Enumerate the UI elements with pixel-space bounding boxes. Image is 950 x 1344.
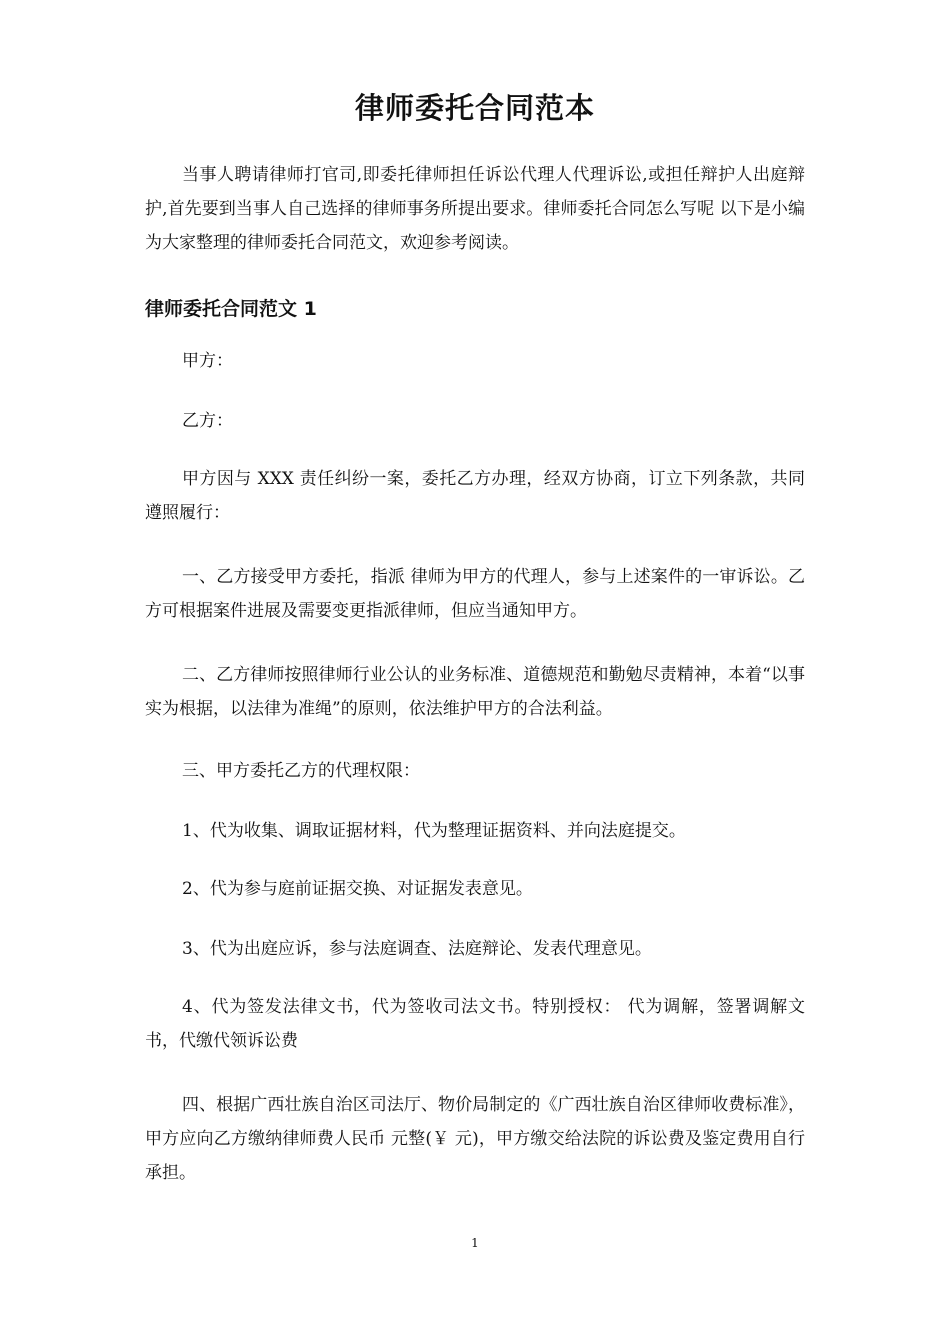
paragraph: 三、甲方委托乙方的代理权限： [182, 761, 420, 781]
paragraph: 4、代为签发法律文书，代为签收司法文书。特别授权： 代为调解，签署调解文书，代缴代领诉讼费 [145, 997, 805, 1051]
intro-paragraph: 当事人聘请律师打官司,即委托律师担任诉讼代理人代理诉讼,或担任辩护人出庭辩护,首先要到当事人自己选择的律师事务所提出要求。律师委托合同怎么写呢 以下是小编为大家整理的律师委托合同范文，欢迎参考阅读。 [145, 165, 805, 253]
paragraph: 3、代为出庭应诉，参与法庭调查、法庭辩论、发表代理意见。 [182, 939, 652, 959]
party-b-line: 乙方： [182, 411, 233, 431]
paragraph: 一、乙方接受甲方委托，指派 律师为甲方的代理人，参与上述案件的一审诉讼。乙方可根据案件进展及需要变更指派律师，但应当通知甲方。 [145, 567, 805, 621]
section-heading: 律师委托合同范文 1 [145, 298, 317, 320]
paragraph: 2、代为参与庭前证据交换、对证据发表意见。 [182, 879, 533, 899]
paragraph: 1、代为收集、调取证据材料，代为整理证据资料、并向法庭提交。 [182, 821, 686, 841]
document-title: 律师委托合同范本 [354, 91, 595, 125]
paragraph: 甲方因与 XXX 责任纠纷一案，委托乙方办理，经双方协商，订立下列条款，共同遵照履行： [145, 469, 805, 523]
party-a-line: 甲方： [182, 351, 233, 371]
page-number: 1 [471, 1236, 479, 1250]
paragraph: 二、乙方律师按照律师行业公认的业务标准、道德规范和勤勉尽责精神，本着“以事实为根据，以法律为准绳”的原则，依法维护甲方的合法利益。 [145, 665, 805, 719]
paragraph: 四、根据广西壮族自治区司法厅、物价局制定的《广西壮族自治区律师收费标准》，甲方应向乙方缴纳律师费人民币 元整(￥ 元)，甲方缴交给法院的诉讼费及鉴定费用自行承担。 [145, 1095, 805, 1183]
